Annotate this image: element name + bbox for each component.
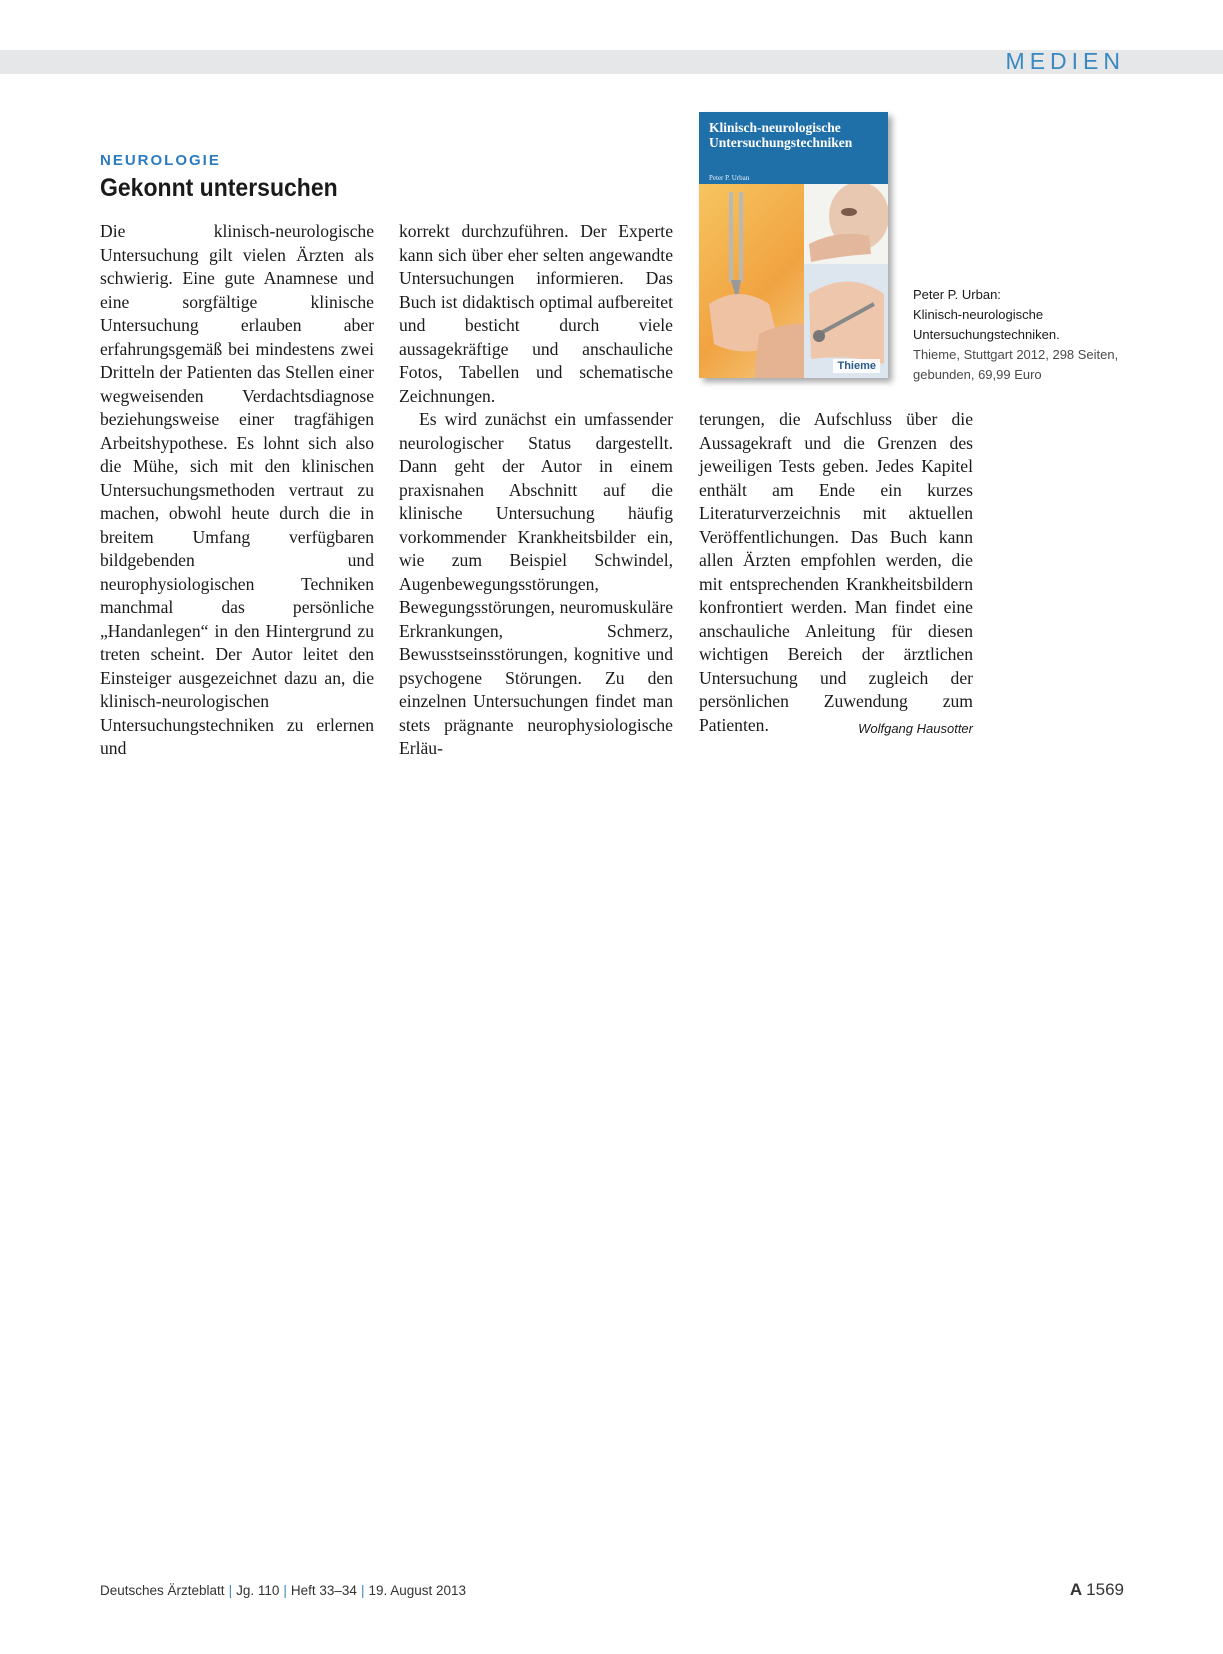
journal-issue: Heft 33–34	[290, 1583, 357, 1598]
page-number	[1070, 1580, 1124, 1600]
article-paragraph-text: terungen, die Aufschluss über die Aussagekraft und die Grenzen des jeweiligen Tests geben. Jedes Kapitel enthält am Ende ein kurzes Literaturverzeichnis mit aktuellen Veröffentlichungen. Das Buch kann allen Ärzten empfohlen werden, die mit entsprechenden Krankheitsbildern konfrontiert werden. Man findet eine anschauliche Anleitung für diesen wichtigen Bereich der ärztlichen Untersuchung und zugleich der persönlichen Zuwendung zum Patienten.	[699, 409, 973, 735]
section-label: MEDIEN	[1005, 48, 1125, 74]
page-footer	[100, 1583, 466, 1598]
author-signature: Wolfgang Hausotter	[858, 720, 973, 736]
book-cover-image	[699, 112, 888, 378]
article-paragraph	[699, 408, 973, 737]
article-column-3	[699, 408, 973, 740]
journal-volume: Jg. 110	[236, 1583, 280, 1598]
article-paragraph: Es wird zunächst ein umfassender neurologischer Status dargestellt. Dann geht der Autor in einem praxisnahen Abschnitt auf die klinische Untersuchung häufig vorkommender Krankheitsbilder ein, wie zum Beispiel Schwindel, Augenbewegungsstörungen, Bewegungsstörungen, neuromuskuläre Erkrankungen, Schmerz, Bewusstseinsstörungen, kognitive und psychogene Störungen. Zu den einzelnen Untersuchungen findet man stets prägnante neurophysiologische Erläu-	[399, 409, 673, 758]
article-kicker: NEUROLOGIE	[100, 152, 221, 169]
page-prefix: A	[1069, 1580, 1083, 1599]
article-title: Gekonnt untersuchen	[100, 174, 338, 202]
article-paragraph: korrekt durchzuführen. Der Experte kann sich über eher selten angewandte Untersuchungen informieren. Das Buch ist didaktisch optimal aufbereitet und besticht durch viele aussagekräftige und anschauliche Fotos, Tabellen und schematische Zeichnungen.	[399, 221, 673, 406]
cover-illustration	[699, 184, 888, 378]
journal-date: 19. August 2013	[368, 1583, 467, 1598]
caption-publication: Thieme, Stuttgart 2012, 298 Seiten, gebunden, 69,99 Euro	[913, 347, 1119, 382]
separator: |	[360, 1583, 365, 1598]
article-paragraph: Die klinisch-neurologische Untersuchung gilt vielen Ärzten als schwierig. Eine gute Anamnese und eine sorgfältige klinische Untersuchung erlauben aber erfahrungsgemäß bei mindestens zwei Dritteln der Patienten das Stellen einer wegweisenden Verdachtsdiagnose beziehungsweise einer tragfähigen Arbeitshypothese. Es lohnt sich also die Mühe, sich mit den klinischen Untersuchungsmethoden vertraut zu machen, obwohl heute durch die in breitem Umfang verfügbaren bildgebenden und neurophysiologischen Techniken manchmal das persönliche „Handanlegen“ in den Hintergrund zu treten scheint. Der Autor leitet den Einsteiger ausgezeichnet dazu an, die klinisch-neurologischen Untersuchungstechniken zu erlernen und	[100, 221, 374, 758]
cover-title: Klinisch-neurologische Untersuchungstechniken	[709, 120, 853, 150]
separator: |	[283, 1583, 287, 1598]
cover-publisher-logo: Thieme	[833, 359, 880, 373]
separator: |	[228, 1583, 233, 1598]
caption-title: Klinisch-neurologische Untersuchungstechniken.	[913, 307, 1060, 342]
page-number-value: 1569	[1086, 1580, 1124, 1599]
book-caption	[913, 285, 1123, 385]
article-column-1	[100, 220, 374, 761]
article-column-2	[399, 220, 673, 761]
journal-name: Deutsches Ärzteblatt	[100, 1583, 225, 1598]
cover-photo	[699, 184, 888, 378]
cover-author: Peter P. Urban	[709, 174, 750, 182]
caption-author: Peter P. Urban:	[913, 287, 1001, 302]
